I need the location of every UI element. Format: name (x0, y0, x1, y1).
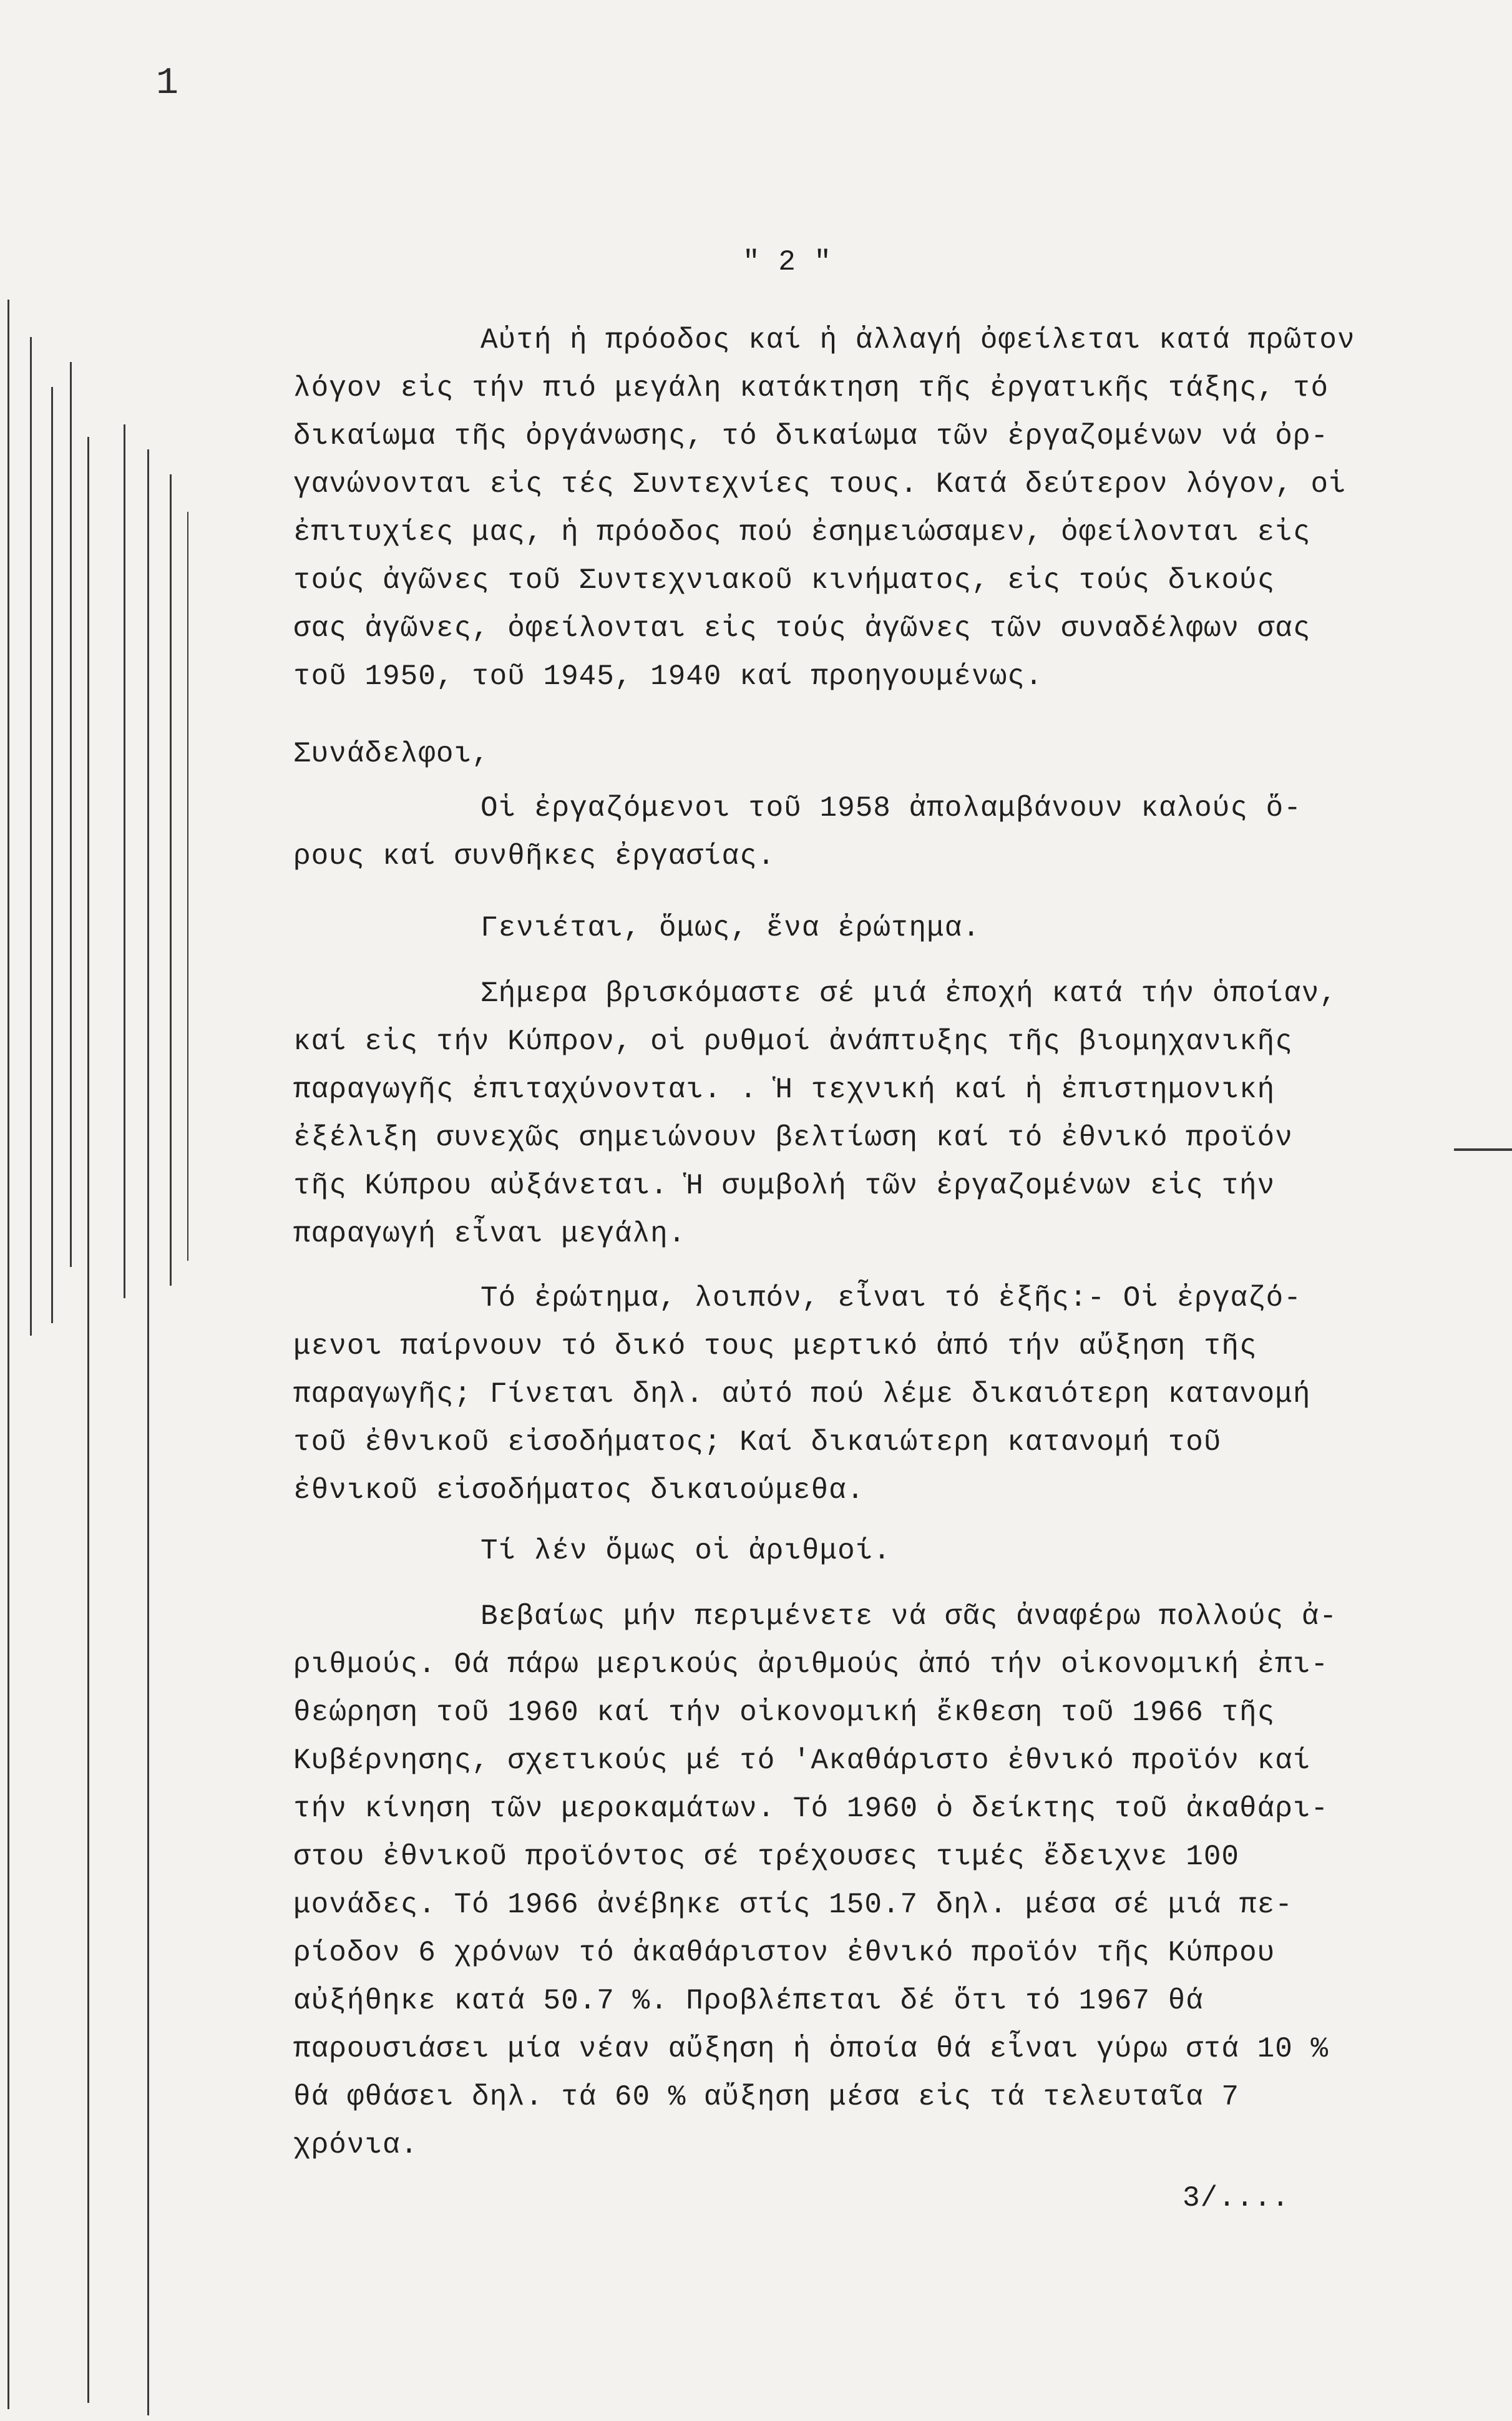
text-line: ἐθνικοῦ εἰσοδήματος δικαιούμεθα. (293, 1474, 865, 1507)
text-line: τοῦ ἐθνικοῦ εἰσοδήματος; Καί δικαιώτερη κατανομή τοῦ (293, 1426, 1222, 1459)
text-line: μονάδες. Τό 1966 ἀνέβηκε στίς 150.7 δηλ. μέσα σέ μιά πε- (293, 1889, 1293, 1921)
text-line: γανώνονται εἰς τές Συντεχνίες τους. Κατά δεύτερον λόγον, οἱ (293, 468, 1347, 501)
page-number: " 2 " (743, 246, 832, 278)
text-line: χρόνια. (293, 2129, 419, 2161)
text-line: ἐπιτυχίες μας, ἡ πρόοδος πού ἐσημειώσαμεν, ὀφείλονται εἰς (293, 516, 1311, 549)
text-line: ἐξέλιξη συνεχῶς σημειώνουν βελτίωση καί τό ἐθνικό προϊόν (293, 1122, 1293, 1154)
text-line: παρουσιάσει μία νέαν αὔξηση ἡ ὁποία θά εἶναι γύρω στά 10 % (293, 2033, 1329, 2065)
text-line: τούς ἀγῶνες τοῦ Συντεχνιακοῦ κινήματος, εἰς τούς δικούς (293, 564, 1275, 597)
text-line: μενοι παίρνουν τό δικό τους μερτικό ἀπό τήν αὔξηση τῆς (293, 1330, 1257, 1362)
text-line: Τί λέν ὅμως οἱ ἀριθμοί. (480, 1535, 891, 1567)
text-line: ριθμούς. Θά πάρω μερικούς ἀριθμούς ἀπό τήν οἰκονομική ἐπι- (293, 1648, 1329, 1681)
binding-edge-line (7, 300, 9, 2409)
binding-edge-line (87, 437, 89, 2403)
right-edge-mark (1454, 1148, 1512, 1151)
text-line: δικαίωμα τῆς ὀργάνωσης, τό δικαίωμα τῶν ἐργαζομένων νά ὀρ- (293, 420, 1329, 452)
text-line: καί εἰς τήν Κύπρον, οἱ ρυθμοί ἀνάπτυξης τῆς βιομηχανικῆς (293, 1025, 1293, 1058)
text-line: παραγωγῆς ἐπιταχύνονται. . Ἡ τεχνική καί ἡ ἐπιστημονική (293, 1074, 1275, 1106)
text-line: Σήμερα βρισκόμαστε σέ μιά ἐποχή κατά τήν ὁποίαν, (480, 977, 1338, 1010)
binding-edge-line (30, 337, 32, 1336)
text-line: παραγωγή εἶναι μεγάλη. (293, 1218, 686, 1250)
text-line: αὐξήθηκε κατά 50.7 %. Προβλέπεται δέ ὅτι τό 1967 θά (293, 1985, 1204, 2017)
text-line: Οἱ ἐργαζόμενοι τοῦ 1958 ἀπολαμβάνουν καλούς ὅ- (480, 792, 1302, 824)
text-line: σας ἀγῶνες, ὀφείλονται εἰς τούς ἀγῶνες τῶν συναδέλφων σας (293, 612, 1311, 645)
text-line: Γενιέται, ὅμως, ἕνα ἐρώτημα. (480, 912, 980, 944)
text-line: λόγον εἰς τήν πιό μεγάλη κατάκτηση τῆς ἐργατικῆς τάξης, τό (293, 372, 1329, 404)
continuation-marker: 3/.... (1183, 2182, 1290, 2214)
binding-edge-line (170, 474, 172, 1286)
binding-edge-line (124, 424, 125, 1298)
text-line: Συνάδελφοι, (293, 738, 490, 770)
binding-edge-line (51, 387, 53, 1323)
text-line: στου ἐθνικοῦ προϊόντος σέ τρέχουσες τιμές ἔδειχνε 100 (293, 1841, 1240, 1873)
corner-mark: 1 (156, 62, 179, 105)
text-line: Βεβαίως μήν περιμένετε νά σᾶς ἀναφέρω πολλούς ἀ- (480, 1600, 1338, 1633)
binding-edge-line (147, 449, 149, 2415)
text-line: ρους καί συνθῆκες ἐργασίας. (293, 840, 776, 873)
text-line: Αὐτή ἡ πρόοδος καί ἡ ἀλλαγή ὀφείλεται κατά πρῶτον (480, 324, 1355, 356)
text-line: Κυβέρνησης, σχετικούς μέ τό 'Ακαθάριστο ἐθνικό προϊόν καί (293, 1744, 1311, 1777)
text-line: τήν κίνηση τῶν μεροκαμάτων. Τό 1960 ὁ δείκτης τοῦ ἀκαθάρι- (293, 1793, 1329, 1825)
text-line: παραγωγῆς; Γίνεται δηλ. αὐτό πού λέμε δικαιότερη κατανομή (293, 1378, 1311, 1411)
binding-edge-line (70, 362, 72, 1267)
text-line: τοῦ 1950, τοῦ 1945, 1940 καί προηγουμένως. (293, 660, 1043, 693)
text-line: Τό ἐρώτημα, λοιπόν, εἶναι τό ἑξῆς:- Οἱ ἐργαζό- (480, 1282, 1302, 1314)
text-line: θεώρηση τοῦ 1960 καί τήν οἰκονομική ἔκθεση τοῦ 1966 τῆς (293, 1696, 1275, 1729)
text-line: ρίοδον 6 χρόνων τό ἀκαθάριστον ἐθνικό προϊόν τῆς Κύπρου (293, 1937, 1275, 1969)
text-line: θά φθάσει δηλ. τά 60 % αὔξηση μέσα εἰς τά τελευταῖα 7 (293, 2081, 1240, 2113)
text-line: τῆς Κύπρου αὐξάνεται. Ἡ συμβολή τῶν ἐργαζομένων εἰς τήν (293, 1170, 1275, 1202)
binding-edge-line (187, 512, 188, 1261)
